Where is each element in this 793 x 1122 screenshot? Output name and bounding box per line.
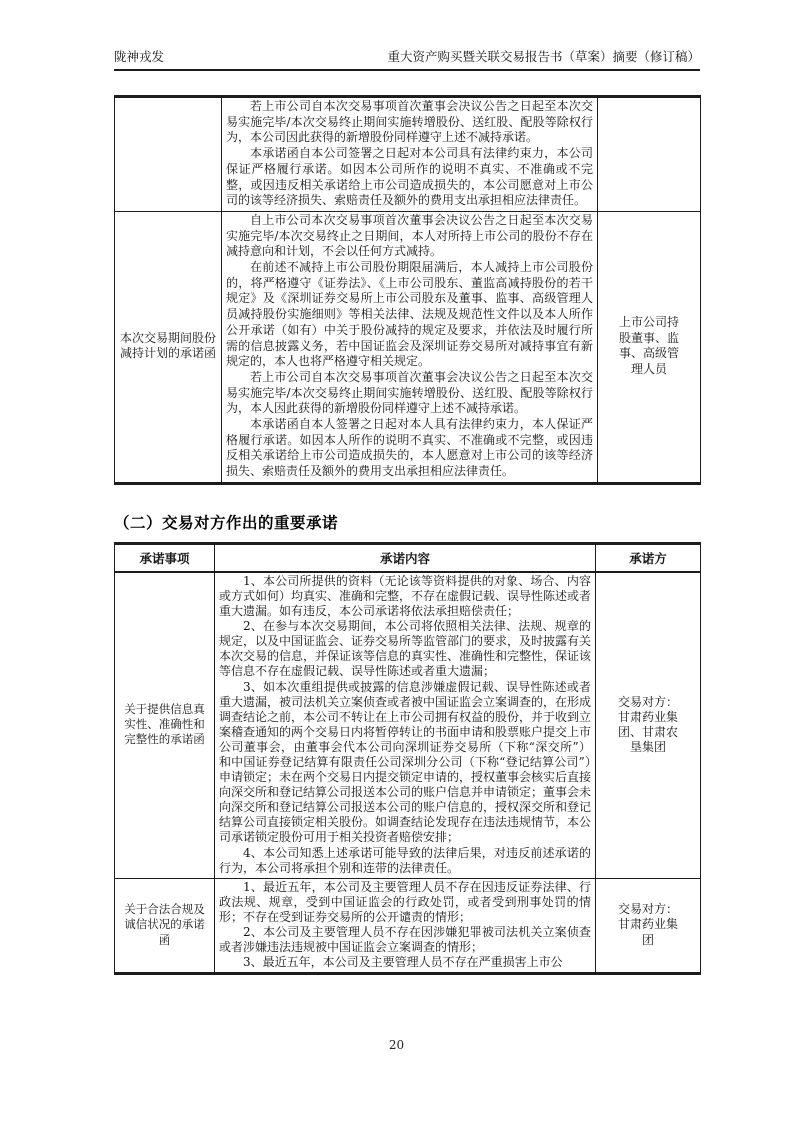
column-header-item: 承诺事项 xyxy=(115,543,215,572)
commitment-party-cell xyxy=(598,97,701,212)
table-row xyxy=(115,211,701,483)
commitment-item-label: 关于提供信息真实性、准确性和完整性的承诺函 xyxy=(124,702,205,747)
commitment-paragraph: 1、最近五年，本公司及主要管理人员不存在因违反证券法律、行政法规、规章，受到中国证监会的行政处罚，或者受到刑事处罚的情形；不存在受到证券交易所的公开谴责的情形； xyxy=(219,879,591,924)
commitment-item-label: 本次交易期间股份减持计划的承诺函 xyxy=(119,330,216,361)
table-row xyxy=(115,97,701,212)
commitment-party-cell xyxy=(596,878,701,974)
page-content xyxy=(114,0,700,975)
commitment-item-cell xyxy=(115,97,222,212)
commitment-paragraph: 若上市公司自本次交易事项首次董事会决议公告之日起至本次交易实施完毕/本次交易终止期间实施转增股份、送红股、配股等除权行为，本人因此获得的新增股份同样遵守上述不减持承诺。 xyxy=(226,369,593,416)
table-header-row xyxy=(115,543,701,572)
table-row xyxy=(115,572,701,878)
column-header-content: 承诺内容 xyxy=(215,543,596,572)
commitment-paragraph: 若上市公司自本次交易事项首次董事会决议公告之日起至本次交易实施完毕/本次交易终止期间实施转增股份、送红股、配股等除权行为，本公司因此获得的新增股份同样遵守上述不减持承诺。 xyxy=(226,99,593,145)
header-company-short-name: 陇神戎发 xyxy=(114,49,165,64)
commitment-item-cell xyxy=(115,878,215,974)
section-heading: （二）交易对方作出的重要承诺 xyxy=(114,512,339,532)
commitment-paragraph: 本承诺函自本公司签署之日起对本公司具有法律约束力，本公司保证严格履行承诺。如因本公司所作的说明不真实、不准确或不完整，或因违反相关承诺给上市公司造成损失的，本公司愿意对上市公司的该等经济损失、索赔责任及额外的费用支出承担相应法律责任。 xyxy=(226,146,593,208)
commitments-table-continued xyxy=(114,95,701,485)
commitment-content-cell xyxy=(215,878,596,974)
running-header xyxy=(114,48,700,71)
commitment-item-label: 关于合法合规及诚信状况的承诺函 xyxy=(124,902,205,947)
commitment-paragraph: 3、如本次重组提供或披露的信息涉嫌虚假记载、误导性陈述或者重大遗漏，被司法机关立案侦查或者被中国证监会立案调查的，在形成调查结论之前，本公司不转让在上市公司拥有权益的股份，并于收到立案稽查通知的两个交易日内将暂停转让的书面申请和股票账户提交上市公司董事会，由董事会代本公司向深圳证券交易所（下称“深交所”）和中国证券登记结算有限责任公司深圳分公司（下称“登记结算公司”）申请锁定；未在两个交易日内提交锁定申请的，授权董事会核实后直接向深交所和登记结算公司报送本公司的账户信息并申请锁定；董事会未向深交所和登记结算公司报送本公司的账户信息的，授权深交所和登记结算公司直接锁定相关股份。如调查结论发现存在违法违规情节，本公司承诺锁定股份可用于相关投资者赔偿安排； xyxy=(219,679,592,845)
commitment-paragraph: 2、本公司及主要管理人员不存在因涉嫌犯罪被司法机关立案侦查或者涉嫌违法违规被中国证监会立案调查的情形； xyxy=(219,925,591,955)
commitment-item-cell xyxy=(115,211,222,483)
commitment-paragraph: 4、本公司知悉上述承诺可能导致的法律后果，对违反前述承诺的行为，本公司将承担个别和连带的法律责任。 xyxy=(219,845,591,875)
commitment-party-label: 交易对方：甘肃药业集团 xyxy=(617,902,678,947)
commitment-party-label: 上市公司持股董事、监事、高级管理人员 xyxy=(618,314,679,377)
commitment-paragraph: 本承诺函自本人签署之日起对本人具有法律约束力，本人保证严格履行承诺。如因本人所作的说明不真实、不准确或不完整，或因违反相关承诺给上市公司造成损失的，本人愿意对上市公司的该等经济损失、索赔责任及额外的费用支出承担相应法律责任。 xyxy=(226,417,593,479)
commitment-item-cell xyxy=(115,572,215,878)
counterparty-commitments-table xyxy=(114,542,701,975)
commitment-paragraph: 2、在参与本次交易期间，本公司将依照相关法律、法规、规章的规定，以及中国证监会、证券交易所等监管部门的要求，及时披露有关本次交易的信息，并保证该等信息的真实性、准确性和完整性，保证该等信息不存在虚假记载、误导性陈述或者重大遗漏； xyxy=(219,619,592,679)
column-header-party: 承诺方 xyxy=(596,543,701,572)
commitment-party-cell xyxy=(598,211,701,483)
commitment-content-cell xyxy=(222,211,598,483)
commitment-paragraph: 在前述不减持上市公司股份期限届满后，本人减持上市公司股份的，将严格遵守《证券法》、《上市公司股东、董监高减持股份的若干规定》及《深圳证券交易所上市公司股东及董事、监事、高级管理人员减持股份实施细则》等相关法律、法规及规范性文件以及本人所作公开承诺（如有）中关于股份减持的规定及要求，并依法及时履行所需的信息披露义务，若中国证监会及深圳证券交易所对减持事宜有新规定的，本人也将严格遵守相关规定。 xyxy=(226,260,593,369)
page-number: 20 xyxy=(388,1038,405,1052)
commitment-content-cell xyxy=(222,97,598,212)
table-row xyxy=(115,878,701,974)
commitment-content-cell xyxy=(215,572,596,878)
commitment-paragraph: 1、本公司所提供的资料（无论该等资料提供的对象、场合、内容或方式如何）均真实、准确和完整，不存在虚假记载、误导性陈述或者重大遗漏。如有违反，本公司承诺将依法承担赔偿责任； xyxy=(219,573,592,619)
commitment-paragraph: 3、最近五年，本公司及主要管理人员不存在严重损害上市公 xyxy=(243,955,563,970)
commitment-party-label: 交易对方：甘肃药业集团、甘肃农垦集团 xyxy=(617,694,678,754)
commitment-paragraph: 自上市公司本次交易事项首次董事会决议公告之日起至本次交易实施完毕/本次交易终止之日期间，本人对所持上市公司的股份不存在减持意向和计划，不会以任何方式减持。 xyxy=(226,212,593,259)
header-document-title: 重大资产购买暨关联交易报告书（草案）摘要（修订稿） xyxy=(387,49,700,64)
commitment-party-cell xyxy=(596,572,701,878)
